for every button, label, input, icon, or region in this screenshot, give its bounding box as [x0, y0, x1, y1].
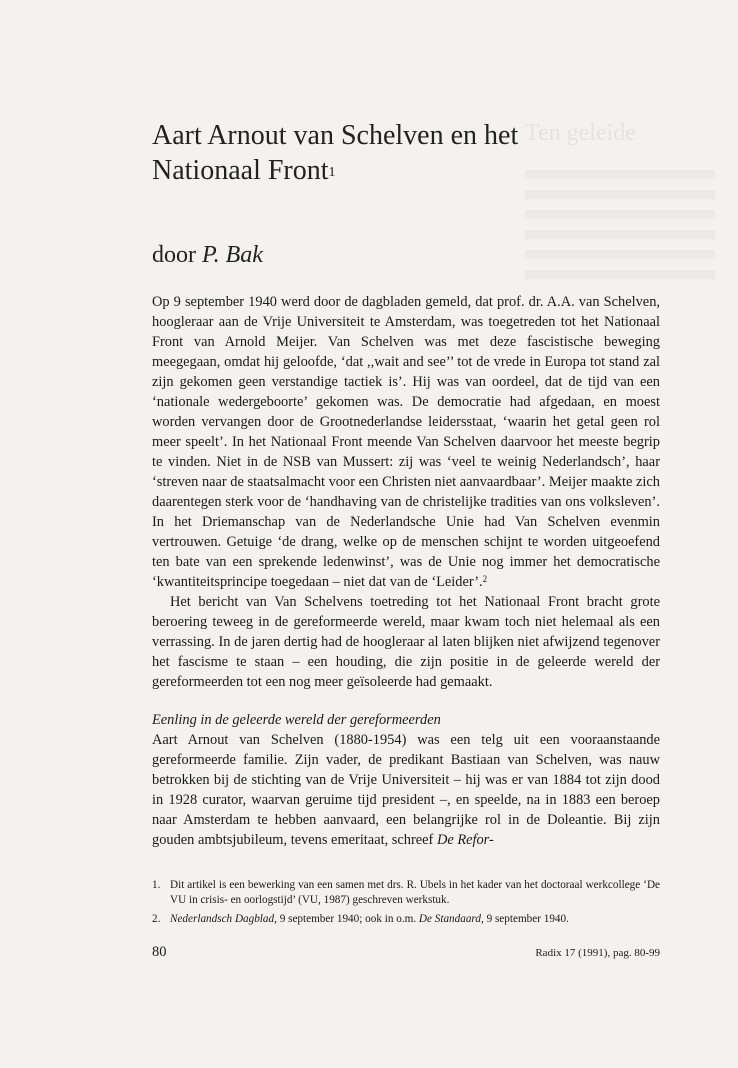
paragraph-1-text: Op 9 september 1940 werd door de dagbladen gemeld, dat prof. dr. A.A. van Schelven, hoogleraar aan de Vrije Universiteit te Amsterdam, was toegetreden tot het Nationaal Front van Arnold Meijer. Van Schelven was met deze fascistische beweging meegegaan, omdat hij geloofde, ‘dat ,,wait and see’’ tot de vrede in Europa tot stand zal zijn gekomen geen verstandige tactiek is’. Hij was van oordeel, dat de tijd van een ‘nationale wedergeboorte’ gekomen was. De democratie had afgedaan, en moest worden vervangen door de Grootnederlandse leidersstaat, ‘waarin het getal geen rol meer speelt’. In het Nationaal Front meende Van Schelven daarvoor het meeste begrip te vinden. Niet in de NSB van Mussert: zij was ‘veel te weinig Nederlandsch’, haar ‘streven naar de staatsalmacht voor een Christen niet aanvaardbaar’. Meijer maakte zich daarentegen sterk voor de ‘handhaving van de christelijke tradities van ons volksleven’. In het Driemanschap van de Nederlandsche Unie had Van Schelven evenmin vertrouwen. Getuige ‘de drang, welke op de menschen schijnt te worden uitgeoefend ten bate van een sprekende ledenwinst’, was de Unie nog immer het democratische ‘kwantiteitsprincipe toegedaan – niet dat van de ‘Leider’.	[152, 294, 660, 590]
footnote-number: 2.	[152, 913, 161, 925]
title-footnote-marker: 1	[328, 165, 336, 180]
footnote-number: 1.	[152, 879, 161, 891]
section-paragraph-text: Aart Arnout van Schelven (1880-1954) was een telg uit een vooraanstaande gereformeerde familie. Zijn vader, de predikant Bastiaan van Schelven, was nauw betrokken bij de stichting van de Vrije Universiteit – hij was er van 1884 tot zijn dood in 1928 curator, waarvan geruime tijd president –, en speelde, na in 1883 een beroep naar Amsterdam te hebben aanvaard, een belangrijke rol in de Doleantie. Bij zijn gouden ambtsjubileum, tevens emeritaat, schreef	[152, 732, 660, 848]
section-paragraph	[152, 730, 660, 850]
bleed-through-heading: Ten geleide	[525, 120, 636, 146]
byline	[152, 242, 263, 269]
article-body	[152, 292, 660, 850]
byline-prefix: door	[152, 242, 196, 268]
title-line-1: Aart Arnout van Schelven en het	[152, 120, 519, 151]
footnote-source-2: De Standaard,	[418, 913, 484, 925]
footnote-text	[170, 912, 660, 927]
article-title	[152, 118, 572, 188]
bleed-through-lines	[525, 170, 715, 290]
footnote-1	[152, 878, 660, 908]
page-number: 80	[152, 944, 167, 960]
footnote-2	[152, 912, 660, 927]
footnote-text: Dit artikel is een bewerking van een samen met drs. R. Ubels in het kader van het doctoraal werkcollege ‘De VU in crisis- en oorlogstijd’ (VU, 1987) geschreven werkstuk.	[170, 879, 660, 906]
footnote-date-2: 9 september 1940.	[483, 913, 569, 925]
footnote-date-1: 9 september 1940; ook in o.m.	[276, 913, 419, 925]
footnote-marker-2: 2	[482, 574, 488, 584]
paragraph-1	[152, 292, 660, 592]
section-heading: Eenling in de geleerde wereld der gereformeerden	[152, 712, 441, 728]
title-line-2: Nationaal Front	[152, 155, 329, 186]
paragraph-2	[152, 592, 660, 692]
author-name: P. Bak	[202, 242, 263, 268]
journal-reference: Radix 17 (1991), pag. 80-99	[535, 947, 660, 959]
footnotes	[152, 878, 660, 931]
paragraph-2-text: Het bericht van Van Schelvens toetreding tot het Nationaal Front bracht grote beroering teweeg in de gereformeerde wereld, maar kwam toch niet helemaal als een verrassing. In de jaren dertig had de hoogleraar al laten blijken niet afwijzend tegenover het fascisme te staan – een houding, die zijn positie in de geleerde wereld der gereformeerden tot een nog meer geïsoleerde had gemaakt.	[152, 594, 660, 690]
section-paragraph-italic: De Refor-	[436, 832, 494, 848]
footnote-source-1: Nederlandsch Dagblad,	[170, 913, 277, 925]
